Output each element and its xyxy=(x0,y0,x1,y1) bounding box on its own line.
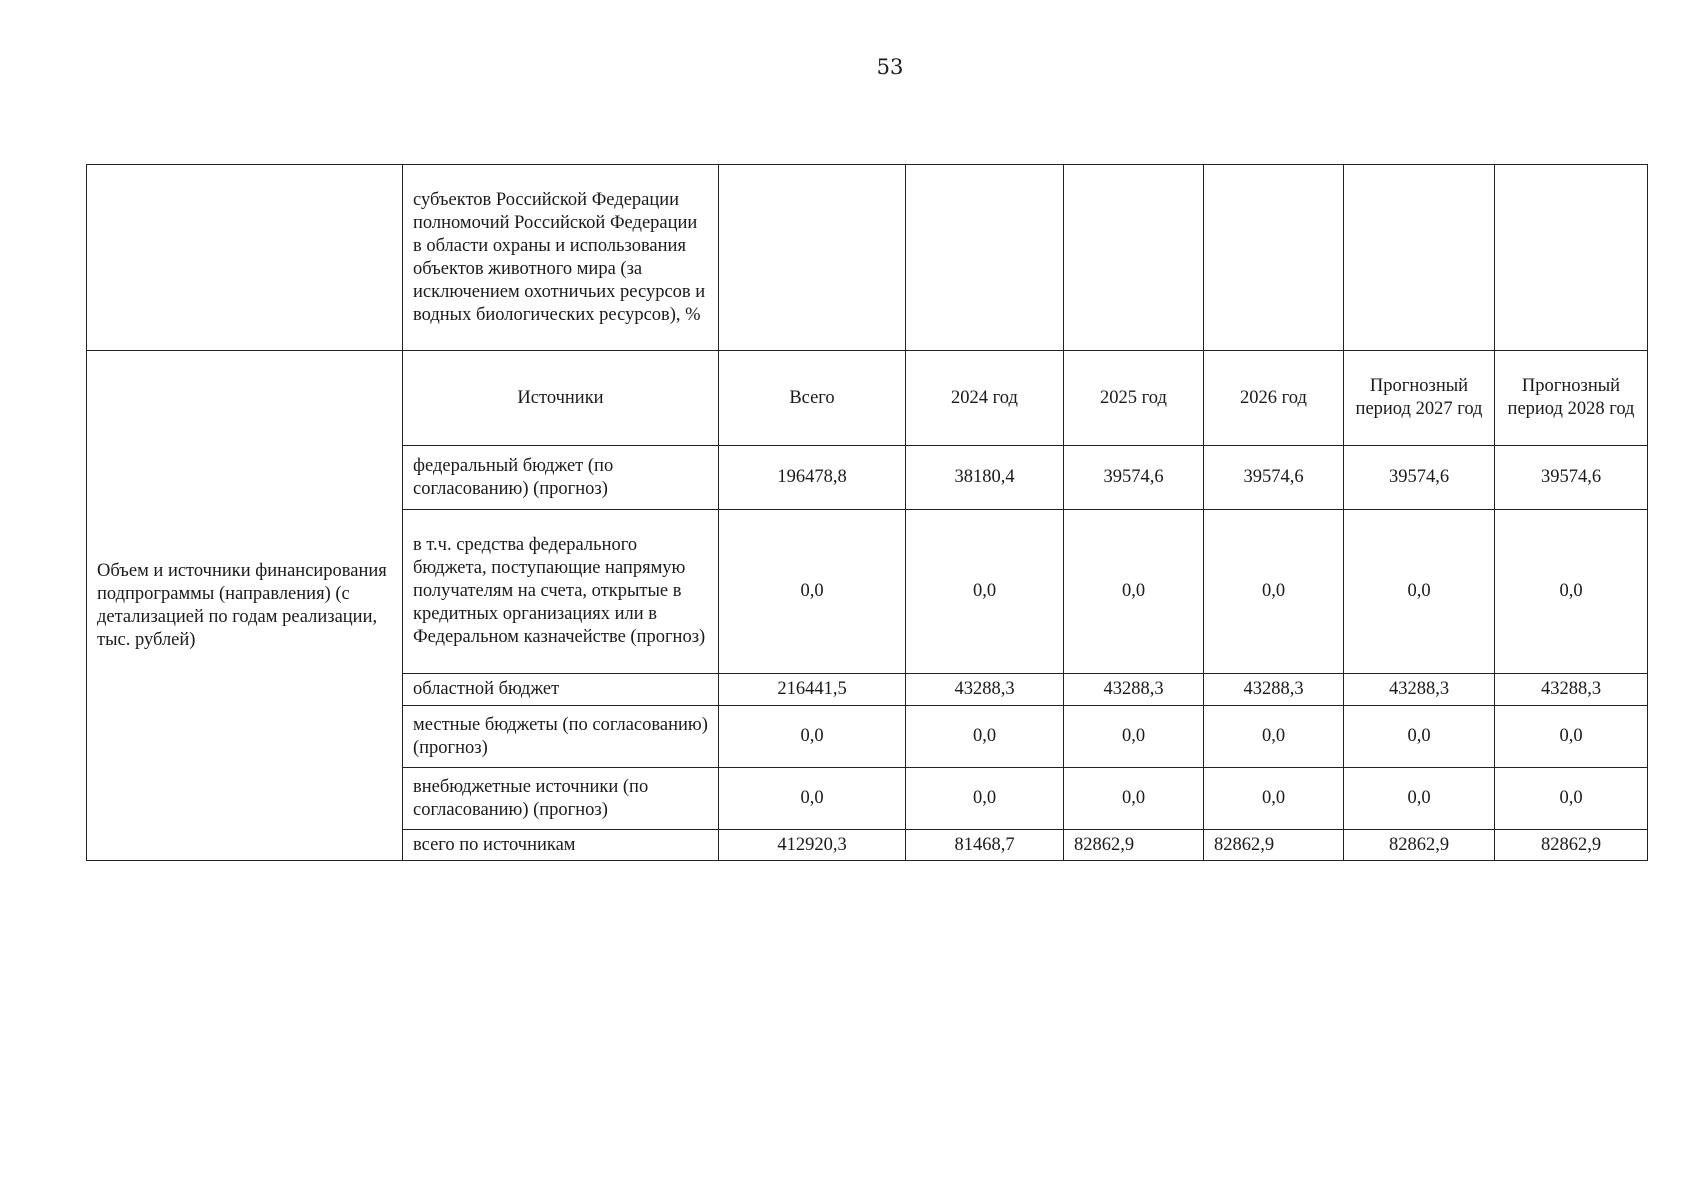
value-cell: 82862,9 xyxy=(1495,830,1648,861)
source-label: внебюджетные источники (по согласованию) (прогноз) xyxy=(403,768,719,830)
value-cell: 43288,3 xyxy=(906,674,1064,706)
value-cell: 82862,9 xyxy=(1204,830,1344,861)
value-cell: 0,0 xyxy=(719,510,906,674)
header-row xyxy=(87,351,1648,446)
value-cell: 216441,5 xyxy=(719,674,906,706)
section-label: Объем и источники финансирования подпрограммы (направления) (с детализацией по годам реализации, тыс. рублей) xyxy=(87,351,403,861)
value-cell: 0,0 xyxy=(719,706,906,768)
header-total: Всего xyxy=(719,351,906,446)
empty-cell xyxy=(1064,165,1204,351)
value-cell: 0,0 xyxy=(719,768,906,830)
value-cell: 39574,6 xyxy=(1064,446,1204,510)
source-label: областной бюджет xyxy=(403,674,719,706)
value-cell: 82862,9 xyxy=(1064,830,1204,861)
empty-cell xyxy=(906,165,1064,351)
header-2028: Прогнозный период 2028 год xyxy=(1495,351,1648,446)
value-cell: 0,0 xyxy=(1204,768,1344,830)
value-cell: 38180,4 xyxy=(906,446,1064,510)
value-cell: 412920,3 xyxy=(719,830,906,861)
header-sources: Источники xyxy=(403,351,719,446)
value-cell: 0,0 xyxy=(1495,510,1648,674)
header-2024: 2024 год xyxy=(906,351,1064,446)
value-cell: 43288,3 xyxy=(1495,674,1648,706)
value-cell: 82862,9 xyxy=(1344,830,1495,861)
value-cell: 39574,6 xyxy=(1495,446,1648,510)
value-cell: 0,0 xyxy=(1204,510,1344,674)
value-cell: 0,0 xyxy=(1204,706,1344,768)
value-cell: 0,0 xyxy=(1495,706,1648,768)
empty-cell xyxy=(1344,165,1495,351)
header-2026: 2026 год xyxy=(1204,351,1344,446)
empty-cell xyxy=(1495,165,1648,351)
value-cell: 0,0 xyxy=(906,510,1064,674)
value-cell: 39574,6 xyxy=(1204,446,1344,510)
value-cell: 0,0 xyxy=(1064,768,1204,830)
value-cell: 81468,7 xyxy=(906,830,1064,861)
value-cell: 0,0 xyxy=(1064,706,1204,768)
page-number: 53 xyxy=(876,55,904,79)
value-cell: 39574,6 xyxy=(1344,446,1495,510)
empty-cell xyxy=(87,165,403,351)
source-label: всего по источникам xyxy=(403,830,719,861)
header-2027: Прогнозный период 2027 год xyxy=(1344,351,1495,446)
value-cell: 0,0 xyxy=(906,706,1064,768)
header-2025: 2025 год xyxy=(1064,351,1204,446)
empty-cell xyxy=(719,165,906,351)
value-cell: 0,0 xyxy=(906,768,1064,830)
value-cell: 43288,3 xyxy=(1064,674,1204,706)
indicator-text: субъектов Российской Федерации полномочий Российской Федерации в области охраны и использования объектов животного мира (за исключением охотничьих ресурсов и водных биологических ресурсов), % xyxy=(403,165,719,351)
value-cell: 0,0 xyxy=(1495,768,1648,830)
source-label: в т.ч. средства федерального бюджета, поступающие напрямую получателям на счета, открытые в кредитных организациях или в Федеральном казначействе (прогноз) xyxy=(403,510,719,674)
value-cell: 43288,3 xyxy=(1204,674,1344,706)
source-label: местные бюджеты (по согласованию) (прогноз) xyxy=(403,706,719,768)
value-cell: 0,0 xyxy=(1064,510,1204,674)
empty-cell xyxy=(1204,165,1344,351)
indicator-row xyxy=(87,165,1648,351)
value-cell: 196478,8 xyxy=(719,446,906,510)
financing-table xyxy=(86,164,1648,861)
value-cell: 0,0 xyxy=(1344,510,1495,674)
value-cell: 43288,3 xyxy=(1344,674,1495,706)
source-label: федеральный бюджет (по согласованию) (прогноз) xyxy=(403,446,719,510)
value-cell: 0,0 xyxy=(1344,768,1495,830)
value-cell: 0,0 xyxy=(1344,706,1495,768)
